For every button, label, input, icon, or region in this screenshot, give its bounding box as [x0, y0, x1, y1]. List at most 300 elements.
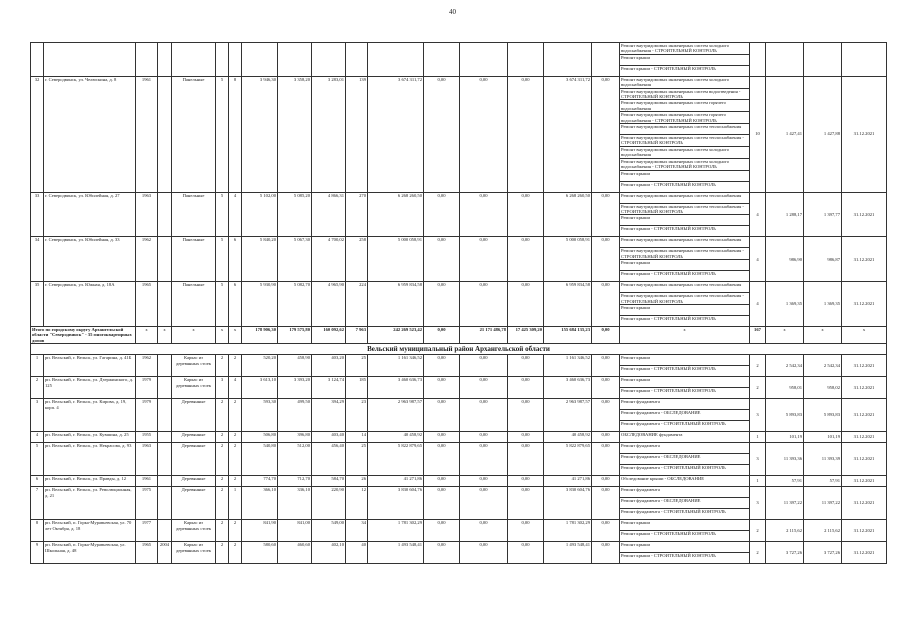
cost-regional: 0,00 [460, 76, 508, 192]
area-premises: 460,60 [278, 542, 312, 564]
cost-other: 0,00 [592, 192, 620, 237]
address: рп. Вельский, г. Вельск, ул. Гагарина, д. 41Б [44, 355, 136, 377]
work-type: Ремонт фундамента [620, 443, 750, 454]
placeholder-x: x [158, 326, 172, 343]
cost-regional: 0,00 [460, 542, 508, 564]
cost-other: 0,00 [592, 432, 620, 443]
floors: 5 [216, 282, 229, 327]
entrances: 2 [229, 432, 242, 443]
cost-total: 1 161 346,52 [368, 355, 424, 377]
empty-cell [368, 43, 424, 77]
year-renovated [158, 443, 172, 476]
work-type: Ремонт крыши - СТРОИТЕЛЬНЫЙ КОНТРОЛЬ [620, 553, 750, 564]
cost-local: 0,00 [508, 192, 544, 237]
address: рп. Вельский, г. Вельск, ул. Дзержинского, д. 125 [44, 377, 136, 399]
work-type: Ремонт крыши - СТРОИТЕЛЬНЫЙ КОНТРОЛЬ [620, 388, 750, 399]
empty-cell [346, 43, 368, 77]
district-row [31, 344, 887, 355]
completion-date: 31.12.2021 [842, 282, 887, 327]
area-total: 5 840,20 [242, 237, 278, 282]
cost-other: 0,00 [592, 487, 620, 520]
wall-material: Каркас из деревянных стоек [172, 377, 216, 399]
cost-federal: 0,00 [424, 443, 460, 476]
total-works-count: 167 [750, 326, 766, 343]
cost-regional: 0,00 [460, 487, 508, 520]
area-residential: 456,40 [312, 443, 346, 476]
work-type: Ремонт внутридомовых инженерных систем теплоснабжения [620, 192, 750, 203]
area-residential: 3 283,01 [312, 76, 346, 192]
house-row [31, 237, 887, 248]
unit-cost: 101,19 [766, 432, 804, 443]
unit-cost: 57,91 [766, 476, 804, 487]
residents: 26 [346, 476, 368, 487]
total-local: 17 425 309,20 [508, 326, 544, 343]
wall-material: Каркас из деревянных стоек [172, 520, 216, 542]
cost-other: 0,00 [592, 377, 620, 399]
cost-federal: 0,00 [424, 432, 460, 443]
completion-date: 31.12.2021 [842, 476, 887, 487]
year-built: 1975 [136, 487, 158, 520]
work-type: Ремонт крыши - СТРОИТЕЛЬНЫЙ КОНТРОЛЬ [620, 226, 750, 237]
completion-date: 31.12.2021 [842, 237, 887, 282]
address: г. Северодвинск, ул. Челюскина, д. 8 [44, 76, 136, 192]
total-owners: 155 684 135,23 [544, 326, 592, 343]
year-built: 1963 [136, 443, 158, 476]
work-type: Ремонт крыши [620, 304, 750, 315]
placeholder-x: x [804, 326, 842, 343]
max-unit-cost: 1 369,35 [804, 282, 842, 327]
completion-date: 31.12.2021 [842, 443, 887, 476]
works-count: 4 [750, 282, 766, 327]
address: рп. Вельский, п. Горка-Муравьевская, ул. 70 лет Октября, д. 18 [44, 520, 136, 542]
completion-date: 31.12.2021 [842, 76, 887, 192]
area-total: 540,80 [242, 443, 278, 476]
work-type: Ремонт крыши [620, 215, 750, 226]
page-number: 40 [449, 8, 456, 16]
entrances: 2 [229, 520, 242, 542]
completion-date: 31.12.2021 [842, 542, 887, 564]
work-type: Ремонт внутридомовых инженерных систем теплоснабжения [620, 237, 750, 248]
work-type: Ремонт внутридомовых инженерных систем холодного водоснабжения - СТРОИТЕЛЬНЫЙ КОНТРОЛЬ [620, 158, 750, 170]
year-renovated [158, 399, 172, 432]
max-unit-cost: 11 397,22 [804, 487, 842, 520]
entrances: 4 [229, 377, 242, 399]
year-renovated [158, 377, 172, 399]
address: г. Северодвинск, ул. Юбилейная, д. 33 [44, 237, 136, 282]
area-residential: 403,20 [312, 355, 346, 377]
work-type: Ремонт внутридомовых инженерных систем теплоснабжения - СТРОИТЕЛЬНЫЙ КОНТРОЛЬ [620, 248, 750, 260]
area-residential: 584,70 [312, 476, 346, 487]
max-unit-cost: 101,19 [804, 432, 842, 443]
empty-cell [242, 43, 278, 77]
work-type: Ремонт фундамента - ОБСЛЕДОВАНИЕ [620, 498, 750, 509]
works-count: 1 [750, 476, 766, 487]
cost-total: 3 674 311,72 [368, 76, 424, 192]
placeholder-x: x [620, 326, 750, 343]
area-residential: 3 124,74 [312, 377, 346, 399]
year-built: 1977 [136, 520, 158, 542]
work-type: Ремонт внутридомовых инженерных систем теплоснабжения [620, 282, 750, 293]
work-type: Ремонт внутридомовых инженерных систем холодного водоснабжения [620, 76, 750, 88]
residents: 139 [346, 76, 368, 192]
works-count: 2 [750, 377, 766, 399]
area-premises: 499,50 [278, 399, 312, 432]
cost-regional: 0,00 [460, 520, 508, 542]
empty-cell [216, 43, 229, 77]
house-row [31, 355, 887, 366]
work-type: Ремонт крыши - СТРОИТЕЛЬНЫЙ КОНТРОЛЬ [620, 271, 750, 282]
row-number: 5 [31, 443, 44, 476]
wall-material: Каркас из деревянных стоек [172, 355, 216, 377]
area-total: 3 946,30 [242, 76, 278, 192]
cost-owners: 40 458,92 [544, 432, 592, 443]
placeholder-x: x [136, 326, 158, 343]
empty-cell [158, 43, 172, 77]
empty-cell [460, 43, 508, 77]
cost-federal: 0,00 [424, 487, 460, 520]
year-built: 1979 [136, 399, 158, 432]
work-type: Ремонт крыши - СТРОИТЕЛЬНЫЙ КОНТРОЛЬ [620, 366, 750, 377]
work-type: Ремонт внутридомовых инженерных систем холодного водоснабжения [620, 146, 750, 158]
works-count: 4 [750, 237, 766, 282]
area-premises: 5 067,30 [278, 237, 312, 282]
cost-owners: 3 830 604,76 [544, 487, 592, 520]
empty-cell [750, 43, 766, 77]
work-type: Ремонт внутридомовых инженерных систем теплоснабжения [620, 124, 750, 135]
year-renovated [158, 520, 172, 542]
row-number: 2 [31, 377, 44, 399]
address: рп. Вельский, г. Вельск, ул. Кувшина, д. 25 [44, 432, 136, 443]
year-built: 1963 [136, 192, 158, 237]
wall-material: Панельные [172, 282, 216, 327]
works-count: 2 [750, 520, 766, 542]
row-number: 8 [31, 520, 44, 542]
works-count: 2 [750, 355, 766, 377]
entrances: 2 [229, 476, 242, 487]
area-total: 774,70 [242, 476, 278, 487]
year-built: 1979 [136, 377, 158, 399]
entrances: 1 [229, 487, 242, 520]
work-type: Ремонт внутридомовых инженерных систем холодного водоснабжения - СТРОИТЕЛЬНЫЙ КОНТРОЛЬ [620, 43, 750, 55]
wall-material: Каркас из деревянных стоек [172, 542, 216, 564]
year-built: 1962 [136, 355, 158, 377]
entrances: 2 [229, 542, 242, 564]
cost-owners: 5 822 879,65 [544, 443, 592, 476]
cost-total: 1 493 548,41 [368, 542, 424, 564]
area-total: 3 613,10 [242, 377, 278, 399]
cost-owners: 3 674 311,72 [544, 76, 592, 192]
cost-other: 0,00 [592, 355, 620, 377]
empty-cell [804, 43, 842, 77]
year-built: 1965 [136, 542, 158, 564]
works-count: 1 [750, 432, 766, 443]
entrances: 2 [229, 443, 242, 476]
cost-local: 0,00 [508, 520, 544, 542]
table-body [31, 43, 887, 564]
cost-local: 0,00 [508, 377, 544, 399]
year-built: 1962 [136, 237, 158, 282]
area-premises: 712,70 [278, 476, 312, 487]
area-residential: 549,00 [312, 520, 346, 542]
floors: 2 [216, 399, 229, 432]
work-type: Ремонт фундамента - СТРОИТЕЛЬНЫЙ КОНТРОЛЬ [620, 509, 750, 520]
unit-cost: 986,90 [766, 237, 804, 282]
completion-date: 31.12.2021 [842, 520, 887, 542]
wall-material: Деревянные [172, 399, 216, 432]
floors: 5 [216, 192, 229, 237]
area-premises: 336,10 [278, 487, 312, 520]
empty-cell [766, 43, 804, 77]
work-type: Ремонт крыши [620, 542, 750, 553]
work-type: Ремонт внутридомовых инженерных систем водоотведения - СТРОИТЕЛЬНЫЙ КОНТРОЛЬ [620, 88, 750, 100]
capital-repair-table [30, 42, 887, 564]
cost-regional: 0,00 [460, 355, 508, 377]
work-type: Ремонт крыши [620, 355, 750, 366]
unit-cost: 1 369,35 [766, 282, 804, 327]
total-area-total: 178 906,30 [242, 326, 278, 343]
cost-other: 0,00 [592, 76, 620, 192]
max-unit-cost: 2 542,34 [804, 355, 842, 377]
completion-date: 31.12.2021 [842, 355, 887, 377]
cost-other: 0,00 [592, 542, 620, 564]
max-unit-cost: 1 427,88 [804, 76, 842, 192]
floors: 2 [216, 487, 229, 520]
work-type: Ремонт фундамента [620, 487, 750, 498]
placeholder-x: x [216, 326, 229, 343]
floors: 3 [216, 377, 229, 399]
cost-local: 0,00 [508, 355, 544, 377]
year-renovated: 2004 [158, 542, 172, 564]
house-row [31, 399, 887, 410]
works-count: 4 [750, 192, 766, 237]
cost-federal: 0,00 [424, 76, 460, 192]
max-unit-cost: 2 115,62 [804, 520, 842, 542]
cost-local: 0,00 [508, 282, 544, 327]
house-row [31, 192, 887, 203]
cost-local: 0,00 [508, 399, 544, 432]
house-row [31, 282, 887, 293]
work-type: Ремонт фундамента [620, 399, 750, 410]
cost-other: 0,00 [592, 520, 620, 542]
cost-regional: 0,00 [460, 399, 508, 432]
work-type: Ремонт внутридомовых инженерных систем теплоснабжения - СТРОИТЕЛЬНЫЙ КОНТРОЛЬ [620, 135, 750, 147]
area-premises: 458,90 [278, 355, 312, 377]
placeholder-x: x [766, 326, 804, 343]
max-unit-cost: 986,87 [804, 237, 842, 282]
cost-federal: 0,00 [424, 282, 460, 327]
cost-other: 0,00 [592, 443, 620, 476]
area-total: 506,80 [242, 432, 278, 443]
empty-cell [508, 43, 544, 77]
year-renovated [158, 476, 172, 487]
area-total: 841,90 [242, 520, 278, 542]
work-type: Ремонт крыши [620, 520, 750, 531]
work-type: Ремонт крыши [620, 377, 750, 388]
cost-owners: 3 460 636,73 [544, 377, 592, 399]
cost-other: 0,00 [592, 476, 620, 487]
area-residential: 402,10 [312, 542, 346, 564]
house-row [31, 487, 887, 498]
area-residential: 4 965,90 [312, 282, 346, 327]
year-renovated [158, 282, 172, 327]
row-number: 7 [31, 487, 44, 520]
entrances: 4 [229, 192, 242, 237]
area-total: 5 930,90 [242, 282, 278, 327]
row-number: 33 [31, 192, 44, 237]
row-number: 9 [31, 542, 44, 564]
floors: 2 [216, 520, 229, 542]
house-row [31, 520, 887, 531]
cost-federal: 0,00 [424, 542, 460, 564]
area-total: 366,10 [242, 487, 278, 520]
cost-other: 0,00 [592, 237, 620, 282]
cost-federal: 0,00 [424, 399, 460, 432]
area-premises: 512,00 [278, 443, 312, 476]
year-renovated [158, 487, 172, 520]
work-type: Ремонт крыши [620, 54, 750, 65]
row-number: 34 [31, 237, 44, 282]
residents: 224 [346, 282, 368, 327]
wall-material: Деревянные [172, 443, 216, 476]
row-number: 1 [31, 355, 44, 377]
residents: 25 [346, 355, 368, 377]
district-title: Вельский муниципальный район Архангельской области [31, 344, 887, 355]
total-federal: 0,00 [424, 326, 460, 343]
cost-owners: 1 493 548,41 [544, 542, 592, 564]
house-row [31, 76, 887, 88]
area-premises: 5 082,70 [278, 282, 312, 327]
cost-owners: 1 781 302,29 [544, 520, 592, 542]
wall-material: Деревянные [172, 476, 216, 487]
unit-cost: 3 727,26 [766, 542, 804, 564]
empty-cell [592, 43, 620, 77]
work-type: Ремонт внутридомовых инженерных систем горячего водоснабжения [620, 100, 750, 112]
year-renovated [158, 76, 172, 192]
address: рп. Вельский, п. Горка-Муравьевская, ул. Школьная, д. 48 [44, 542, 136, 564]
cost-local: 0,00 [508, 476, 544, 487]
empty-cell [229, 43, 242, 77]
cost-local: 0,00 [508, 542, 544, 564]
cost-total: 2 963 987,57 [368, 399, 424, 432]
work-type: Ремонт фундамента - СТРОИТЕЛЬНЫЙ КОНТРОЛЬ [620, 421, 750, 432]
house-row [31, 476, 887, 487]
work-type: ОБСЛЕДОВАНИЕ фундамента [620, 432, 750, 443]
wall-material: Деревянные [172, 432, 216, 443]
cost-local: 0,00 [508, 487, 544, 520]
area-residential: 220,90 [312, 487, 346, 520]
row-number: 4 [31, 432, 44, 443]
cost-owners: 2 963 987,57 [544, 399, 592, 432]
house-row [31, 443, 887, 454]
floors: 5 [216, 76, 229, 192]
cost-regional: 0,00 [460, 443, 508, 476]
empty-cell [842, 43, 887, 77]
empty-cell [44, 43, 136, 77]
address: г. Северодвинск, ул. Юбилейная, д. 27 [44, 192, 136, 237]
cost-federal: 0,00 [424, 520, 460, 542]
continuation-row [31, 43, 887, 55]
area-residential: 403,40 [312, 432, 346, 443]
year-built: 1965 [136, 282, 158, 327]
unit-cost: 2 115,62 [766, 520, 804, 542]
cost-total: 3 460 636,73 [368, 377, 424, 399]
work-type: Обследование крыши - ОБСЛЕДОВАНИЕ [620, 476, 750, 487]
house-row [31, 432, 887, 443]
house-row [31, 377, 887, 388]
row-number: 3 [31, 399, 44, 432]
total-cost: 242 269 523,42 [368, 326, 424, 343]
total-row [31, 326, 887, 343]
address: рп. Вельский, г. Вельск, ул. Правды, д. 12 [44, 476, 136, 487]
cost-total: 1 781 302,29 [368, 520, 424, 542]
max-unit-cost: 1 397,77 [804, 192, 842, 237]
area-premises: 5 085,20 [278, 192, 312, 237]
area-total: 593,30 [242, 399, 278, 432]
area-total: 580,60 [242, 542, 278, 564]
row-number: 6 [31, 476, 44, 487]
unit-cost: 1 427,41 [766, 76, 804, 192]
empty-cell [31, 43, 44, 77]
floors: 2 [216, 443, 229, 476]
empty-cell [544, 43, 592, 77]
residents: 12 [346, 487, 368, 520]
work-type: Ремонт внутридомовых инженерных систем теплоснабжения - СТРОИТЕЛЬНЫЙ КОНТРОЛЬ [620, 293, 750, 305]
area-total: 520,20 [242, 355, 278, 377]
completion-date: 31.12.2021 [842, 377, 887, 399]
address: г. Северодвинск, ул. Южная, д. 18А [44, 282, 136, 327]
area-premises: 3 393,20 [278, 377, 312, 399]
placeholder-x: x [842, 326, 887, 343]
residents: 185 [346, 377, 368, 399]
residents: 270 [346, 192, 368, 237]
completion-date: 31.12.2021 [842, 432, 887, 443]
floors: 2 [216, 432, 229, 443]
unit-cost: 5 893,83 [766, 399, 804, 432]
cost-local: 0,00 [508, 237, 544, 282]
area-premises: 396,80 [278, 432, 312, 443]
unit-cost: 11 393,36 [766, 443, 804, 476]
unit-cost: 11 397,22 [766, 487, 804, 520]
unit-cost: 2 542,34 [766, 355, 804, 377]
year-renovated [158, 432, 172, 443]
works-count: 3 [750, 399, 766, 432]
cost-owners: 5 000 058,91 [544, 237, 592, 282]
cost-total: 5 000 058,91 [368, 237, 424, 282]
total-area-residential: 160 092,62 [312, 326, 346, 343]
works-count: 3 [750, 443, 766, 476]
cost-total: 5 822 879,65 [368, 443, 424, 476]
total-residents: 7 963 [346, 326, 368, 343]
floors: 2 [216, 542, 229, 564]
year-renovated [158, 192, 172, 237]
wall-material: Панельные [172, 192, 216, 237]
cost-regional: 0,00 [460, 282, 508, 327]
work-type: Ремонт крыши - СТРОИТЕЛЬНЫЙ КОНТРОЛЬ [620, 315, 750, 326]
empty-cell [278, 43, 312, 77]
area-residential: 4 866,31 [312, 192, 346, 237]
entrances: 8 [229, 76, 242, 192]
row-number: 32 [31, 76, 44, 192]
cost-local: 0,00 [508, 76, 544, 192]
max-unit-cost: 57,91 [804, 476, 842, 487]
address: рп. Вельский, г. Вельск, ул. Некрасова, д. 93 [44, 443, 136, 476]
year-renovated [158, 237, 172, 282]
residents: 34 [346, 520, 368, 542]
floors: 5 [216, 237, 229, 282]
cost-regional: 0,00 [460, 192, 508, 237]
cost-regional: 0,00 [460, 237, 508, 282]
cost-regional: 0,00 [460, 476, 508, 487]
